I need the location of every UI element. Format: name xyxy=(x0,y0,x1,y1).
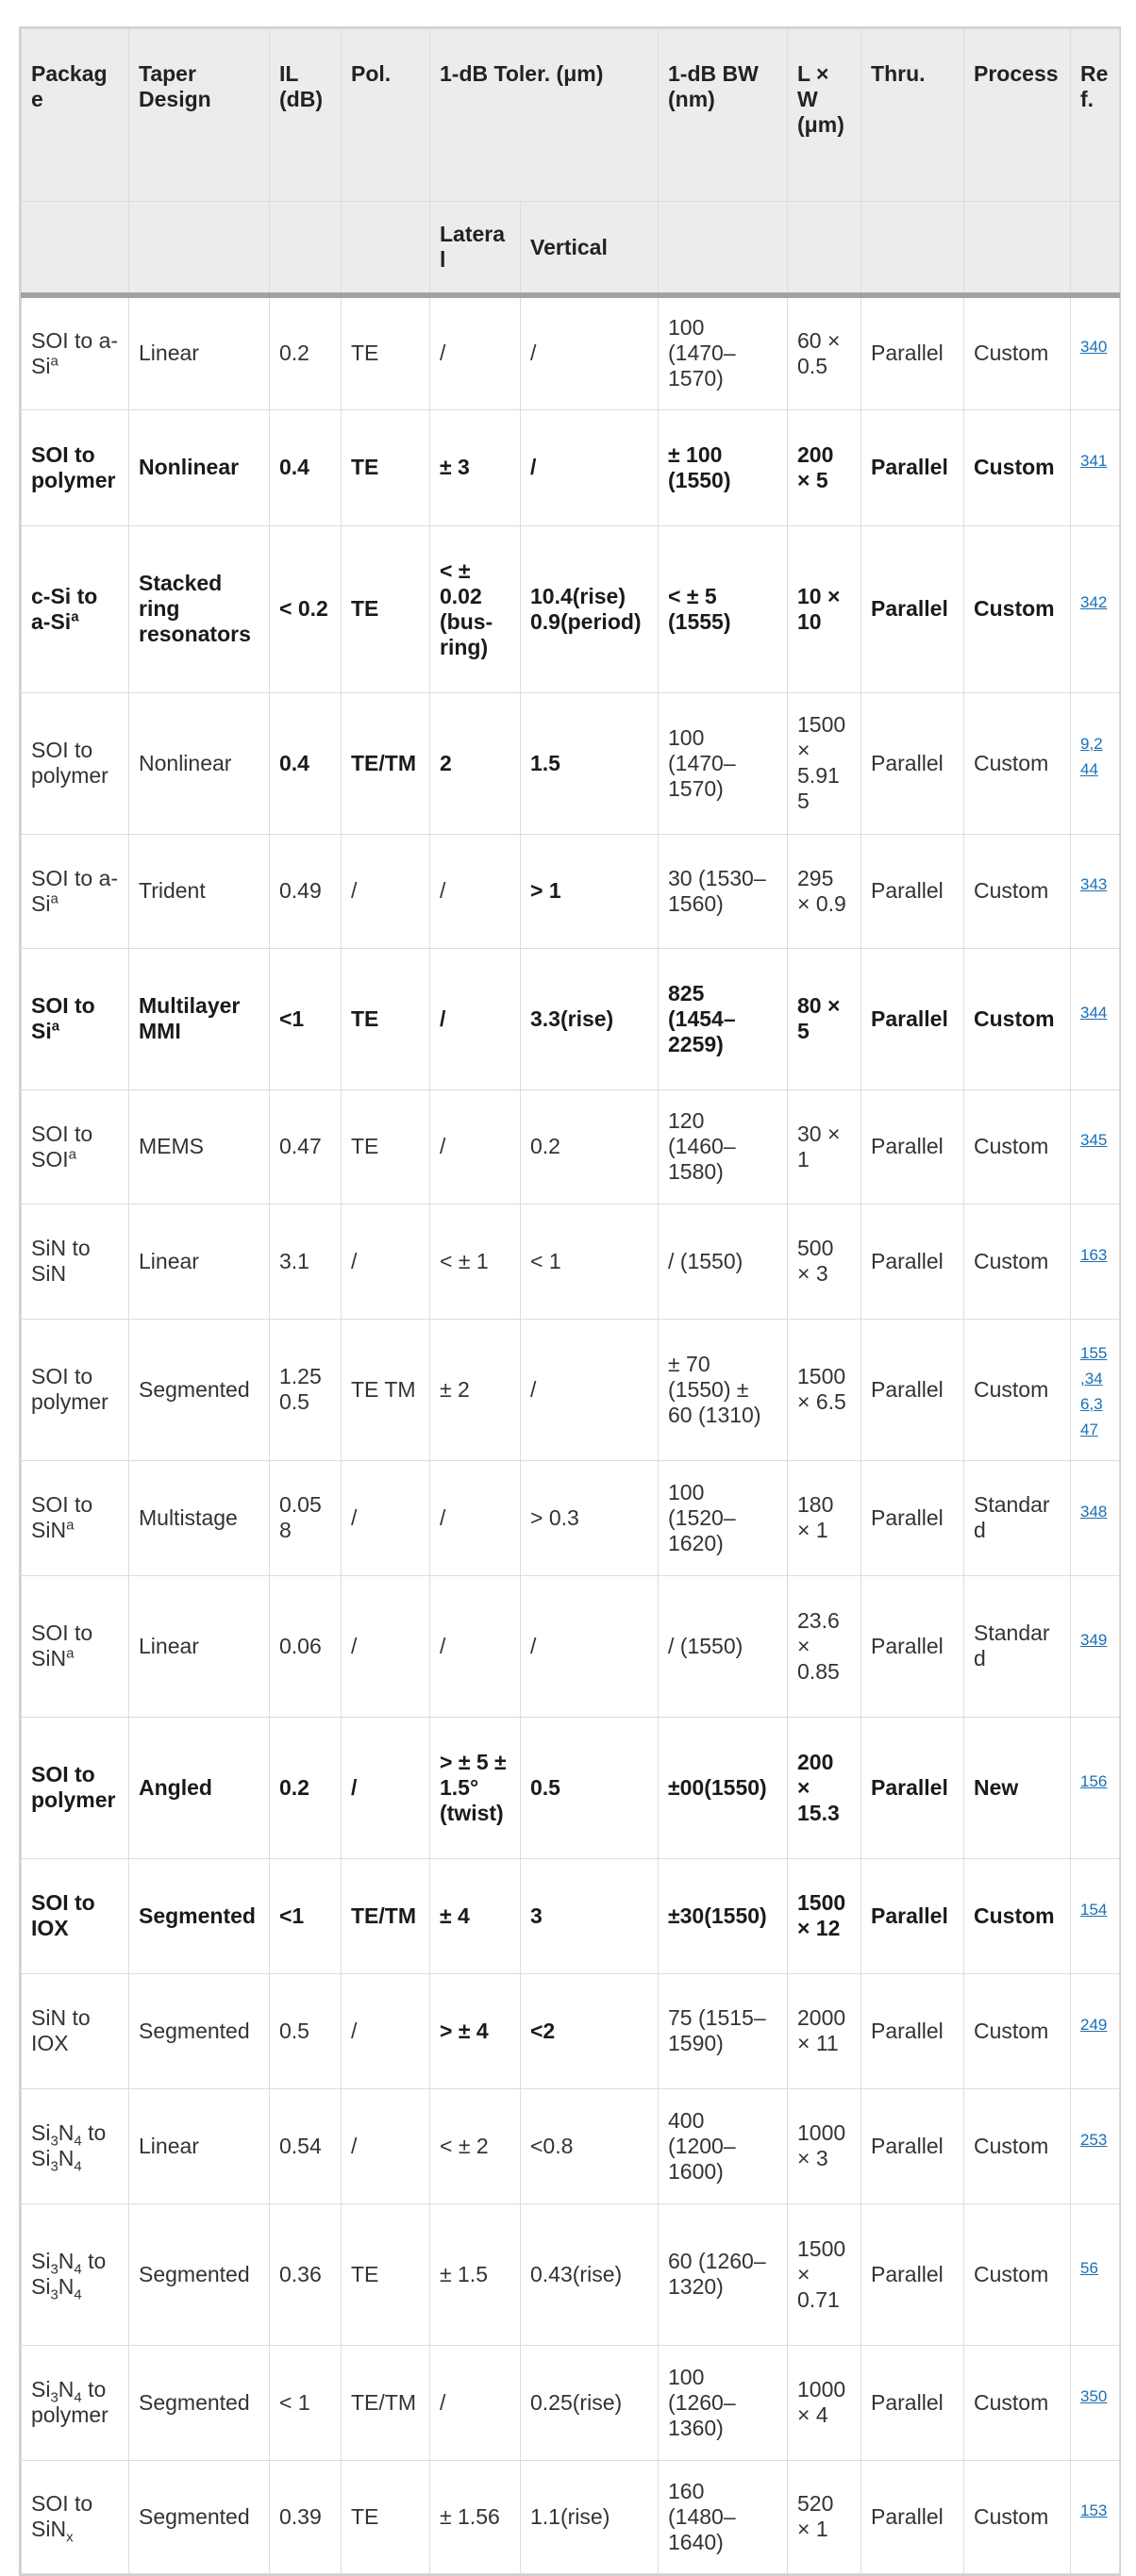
ref-link[interactable]: 56 xyxy=(1080,2258,1098,2277)
cell-taper: Linear xyxy=(129,1575,270,1717)
col-header-bw: 1-dB BW (nm) xyxy=(659,29,788,202)
cell-bw: 75 (1515–1590) xyxy=(659,1973,788,2088)
col-header-thru: Thru. xyxy=(861,29,964,202)
cell-il: 0.36 xyxy=(270,2203,342,2345)
cell-ref xyxy=(1071,409,1120,525)
cell-thru: Parallel xyxy=(861,1973,964,2088)
cell-lateral: ± 1.56 xyxy=(430,2460,521,2573)
ref-link[interactable]: 349 xyxy=(1080,1630,1108,1649)
cell-pol: TE xyxy=(342,409,430,525)
cell-bw: ± 100 (1550) xyxy=(659,409,788,525)
table-row xyxy=(22,1858,1120,1973)
cell-vertical: > 0.3 xyxy=(521,1460,659,1575)
cell-thru: Parallel xyxy=(861,295,964,409)
cell-bw: 30 (1530–1560) xyxy=(659,834,788,948)
cell-pol: / xyxy=(342,1717,430,1858)
subheader-empty xyxy=(342,202,430,296)
cell-thru: Parallel xyxy=(861,1089,964,1204)
subheader-lateral: Lateral xyxy=(430,202,521,296)
cell-lateral: 2 xyxy=(430,692,521,834)
comparison-table-container xyxy=(19,26,1121,2576)
cell-thru: Parallel xyxy=(861,1460,964,1575)
cell-package: SOI to polymer xyxy=(22,692,129,834)
cell-lw: 1500 × 12 xyxy=(788,1858,861,1973)
cell-lateral: / xyxy=(430,1089,521,1204)
table-row xyxy=(22,692,1120,834)
col-header-toler: 1-dB Toler. (μm) xyxy=(430,29,659,202)
ref-link[interactable]: 154 xyxy=(1080,1900,1108,1919)
cell-process: Custom xyxy=(964,948,1071,1089)
cell-lateral: < ± 1 xyxy=(430,1204,521,1319)
cell-lw: 1500 × 0.71 xyxy=(788,2203,861,2345)
cell-bw: ± 70 (1550) ± 60 (1310) xyxy=(659,1319,788,1460)
col-header-lw: L × W (μm) xyxy=(788,29,861,202)
cell-thru: Parallel xyxy=(861,948,964,1089)
ref-link[interactable]: 249 xyxy=(1080,2015,1108,2034)
cell-taper: MEMS xyxy=(129,1089,270,1204)
cell-process: Custom xyxy=(964,834,1071,948)
cell-il: 3.1 xyxy=(270,1204,342,1319)
cell-ref xyxy=(1071,1319,1120,1460)
coupler-comparison-table xyxy=(21,28,1120,2574)
table-row xyxy=(22,948,1120,1089)
ref-link[interactable]: 348 xyxy=(1080,1502,1108,1521)
cell-ref xyxy=(1071,1204,1120,1319)
cell-process: Custom xyxy=(964,295,1071,409)
cell-pol: TE xyxy=(342,295,430,409)
cell-package: SOI to Si$^a$ xyxy=(22,948,129,1089)
cell-ref xyxy=(1071,1717,1120,1858)
cell-lateral: < ± 0.02 (bus-ring) xyxy=(430,525,521,692)
subheader-empty xyxy=(270,202,342,296)
cell-taper: Segmented xyxy=(129,2345,270,2460)
cell-bw: < ± 5 (1555) xyxy=(659,525,788,692)
cell-package: SiN to SiN xyxy=(22,1204,129,1319)
cell-vertical: <0.8 xyxy=(521,2088,659,2203)
cell-vertical: <2 xyxy=(521,1973,659,2088)
subheader-vertical: Vertical xyxy=(521,202,659,296)
cell-package: SOI to SiN$_x$ xyxy=(22,2460,129,2573)
subheader-empty xyxy=(129,202,270,296)
cell-ref xyxy=(1071,1858,1120,1973)
cell-taper: Angled xyxy=(129,1717,270,1858)
cell-taper: Segmented xyxy=(129,2203,270,2345)
cell-ref xyxy=(1071,834,1120,948)
cell-process: Custom xyxy=(964,2345,1071,2460)
cell-lateral: < ± 2 xyxy=(430,2088,521,2203)
cell-package: SOI to a-Si$^a$ xyxy=(22,295,129,409)
cell-process: Custom xyxy=(964,692,1071,834)
header-row xyxy=(22,29,1120,202)
cell-il: 0.39 xyxy=(270,2460,342,2573)
cell-lw: 180 × 1 xyxy=(788,1460,861,1575)
cell-lateral: / xyxy=(430,1460,521,1575)
cell-package: SOI to IOX xyxy=(22,1858,129,1973)
ref-link[interactable]: 156 xyxy=(1080,1771,1108,1790)
cell-bw: 400 (1200–1600) xyxy=(659,2088,788,2203)
cell-bw: 100 (1470–1570) xyxy=(659,692,788,834)
cell-package: SOI to SiN$^a$ xyxy=(22,1575,129,1717)
cell-process: Standard xyxy=(964,1460,1071,1575)
cell-taper: Linear xyxy=(129,1204,270,1319)
cell-ref xyxy=(1071,692,1120,834)
cell-pol: / xyxy=(342,1204,430,1319)
cell-taper: Segmented xyxy=(129,1858,270,1973)
cell-lw: 500 × 3 xyxy=(788,1204,861,1319)
cell-vertical: < 1 xyxy=(521,1204,659,1319)
cell-il: <1 xyxy=(270,948,342,1089)
cell-thru: Parallel xyxy=(861,692,964,834)
table-row xyxy=(22,1717,1120,1858)
ref-link[interactable]: 153 xyxy=(1080,2501,1108,2519)
cell-lateral: ± 3 xyxy=(430,409,521,525)
table-row xyxy=(22,1460,1120,1575)
cell-pol: TE xyxy=(342,2203,430,2345)
cell-taper: Nonlinear xyxy=(129,692,270,834)
cell-pol: TE/TM xyxy=(342,2345,430,2460)
cell-pol: TE TM xyxy=(342,1319,430,1460)
cell-lw: 80 × 5 xyxy=(788,948,861,1089)
cell-process: Custom xyxy=(964,1089,1071,1204)
cell-vertical: / xyxy=(521,1575,659,1717)
cell-lateral: > ± 5 ± 1.5° (twist) xyxy=(430,1717,521,1858)
table-row xyxy=(22,1973,1120,2088)
cell-il: 0.2 xyxy=(270,295,342,409)
cell-process: Custom xyxy=(964,2460,1071,2573)
cell-ref xyxy=(1071,2203,1120,2345)
table-row xyxy=(22,295,1120,409)
table-row xyxy=(22,2460,1120,2573)
cell-bw: 100 (1260–1360) xyxy=(659,2345,788,2460)
cell-thru: Parallel xyxy=(861,2460,964,2573)
cell-taper: Segmented xyxy=(129,2460,270,2573)
cell-lw: 520 × 1 xyxy=(788,2460,861,2573)
subheader-empty xyxy=(659,202,788,296)
cell-process: Custom xyxy=(964,525,1071,692)
cell-il: 0.06 xyxy=(270,1575,342,1717)
cell-ref xyxy=(1071,295,1120,409)
cell-bw: / (1550) xyxy=(659,1204,788,1319)
cell-package: c-Si to a-Si$^a$ xyxy=(22,525,129,692)
cell-package: $Si_3N_4$ to polymer xyxy=(22,2345,129,2460)
cell-lw: 23.6 × 0.85 xyxy=(788,1575,861,1717)
cell-vertical: 0.2 xyxy=(521,1089,659,1204)
cell-package: SOI to a-Si$^a$ xyxy=(22,834,129,948)
cell-lw: 2000 × 11 xyxy=(788,1973,861,2088)
cell-vertical: / xyxy=(521,1319,659,1460)
cell-lw: 1500 × 6.5 xyxy=(788,1319,861,1460)
cell-lateral: / xyxy=(430,948,521,1089)
cell-taper: Linear xyxy=(129,295,270,409)
subheader-row xyxy=(22,202,1120,296)
cell-bw: ±00(1550) xyxy=(659,1717,788,1858)
cell-lw: 30 × 1 xyxy=(788,1089,861,1204)
col-header-package: Package xyxy=(22,29,129,202)
cell-lw: 1500 × 5.915 xyxy=(788,692,861,834)
subheader-empty xyxy=(861,202,964,296)
cell-thru: Parallel xyxy=(861,525,964,692)
cell-il: 0.2 xyxy=(270,1717,342,1858)
cell-lateral: ± 4 xyxy=(430,1858,521,1973)
cell-thru: Parallel xyxy=(861,2345,964,2460)
cell-pol: / xyxy=(342,1575,430,1717)
cell-pol: TE/TM xyxy=(342,1858,430,1973)
table-row xyxy=(22,2345,1120,2460)
cell-ref xyxy=(1071,2088,1120,2203)
cell-process: Custom xyxy=(964,1204,1071,1319)
cell-bw: 160 (1480–1640) xyxy=(659,2460,788,2573)
cell-bw: ±30(1550) xyxy=(659,1858,788,1973)
cell-process: Custom xyxy=(964,409,1071,525)
cell-bw: 100 (1470–1570) xyxy=(659,295,788,409)
cell-package: $Si_3N_4$ to $Si_3N_4$ xyxy=(22,2203,129,2345)
cell-vertical: 0.5 xyxy=(521,1717,659,1858)
cell-il: 0.4 xyxy=(270,692,342,834)
ref-link[interactable]: 343 xyxy=(1080,875,1108,893)
ref-link[interactable]: 163 xyxy=(1080,1245,1108,1264)
cell-lateral: > ± 4 xyxy=(430,1973,521,2088)
cell-il: 0.058 xyxy=(270,1460,342,1575)
cell-pol: TE xyxy=(342,948,430,1089)
table-row xyxy=(22,409,1120,525)
cell-lw: 60 × 0.5 xyxy=(788,295,861,409)
cell-il: 1.25 0.5 xyxy=(270,1319,342,1460)
ref-link[interactable]: 344 xyxy=(1080,1003,1108,1022)
cell-taper: Multilayer MMI xyxy=(129,948,270,1089)
cell-taper: Segmented xyxy=(129,1973,270,2088)
cell-lateral: ± 2 xyxy=(430,1319,521,1460)
cell-pol: TE/TM xyxy=(342,692,430,834)
cell-vertical: 10.4(rise) 0.9(period) xyxy=(521,525,659,692)
cell-taper: Multistage xyxy=(129,1460,270,1575)
cell-thru: Parallel xyxy=(861,409,964,525)
cell-lw: 1000 × 4 xyxy=(788,2345,861,2460)
cell-pol: TE xyxy=(342,2460,430,2573)
cell-thru: Parallel xyxy=(861,2203,964,2345)
cell-thru: Parallel xyxy=(861,1858,964,1973)
cell-process: Standard xyxy=(964,1575,1071,1717)
cell-thru: Parallel xyxy=(861,1717,964,1858)
cell-bw: 825 (1454–2259) xyxy=(659,948,788,1089)
cell-thru: Parallel xyxy=(861,1575,964,1717)
cell-vertical: 0.25(rise) xyxy=(521,2345,659,2460)
cell-process: New xyxy=(964,1717,1071,1858)
cell-il: 0.47 xyxy=(270,1089,342,1204)
ref-link[interactable]: 340 xyxy=(1080,338,1108,357)
cell-package: SOI to SOI$^a$ xyxy=(22,1089,129,1204)
col-header-process: Process xyxy=(964,29,1071,202)
cell-package: SiN to IOX xyxy=(22,1973,129,2088)
col-header-pol: Pol. xyxy=(342,29,430,202)
cell-lw: 200 × 15.3 xyxy=(788,1717,861,1858)
table-row xyxy=(22,1204,1120,1319)
cell-lateral: / xyxy=(430,295,521,409)
cell-process: Custom xyxy=(964,1858,1071,1973)
ref-link[interactable]: 155,346,347 xyxy=(1080,1344,1108,1438)
cell-package: $Si_3N_4$ to $Si_3N_4$ xyxy=(22,2088,129,2203)
cell-pol: / xyxy=(342,1460,430,1575)
cell-vertical: > 1 xyxy=(521,834,659,948)
cell-ref xyxy=(1071,1973,1120,2088)
cell-lateral: / xyxy=(430,834,521,948)
cell-pol: / xyxy=(342,1973,430,2088)
col-header-ref: Ref. xyxy=(1071,29,1120,202)
cell-bw: 120 (1460–1580) xyxy=(659,1089,788,1204)
cell-il: < 0.2 xyxy=(270,525,342,692)
subheader-empty xyxy=(22,202,129,296)
table-row xyxy=(22,525,1120,692)
cell-process: Custom xyxy=(964,2088,1071,2203)
cell-thru: Parallel xyxy=(861,1319,964,1460)
cell-process: Custom xyxy=(964,1973,1071,2088)
cell-pol: / xyxy=(342,834,430,948)
cell-vertical: 1.5 xyxy=(521,692,659,834)
cell-taper: Linear xyxy=(129,2088,270,2203)
table-row xyxy=(22,1319,1120,1460)
cell-ref xyxy=(1071,948,1120,1089)
cell-ref xyxy=(1071,2345,1120,2460)
cell-taper: Segmented xyxy=(129,1319,270,1460)
cell-ref xyxy=(1071,1089,1120,1204)
cell-il: 0.49 xyxy=(270,834,342,948)
ref-link[interactable]: 350 xyxy=(1080,2386,1108,2405)
ref-link[interactable]: 345 xyxy=(1080,1131,1108,1149)
cell-vertical: 3.3(rise) xyxy=(521,948,659,1089)
cell-pol: TE xyxy=(342,1089,430,1204)
subheader-empty xyxy=(964,202,1071,296)
cell-ref xyxy=(1071,525,1120,692)
cell-ref xyxy=(1071,1575,1120,1717)
cell-vertical: 1.1(rise) xyxy=(521,2460,659,2573)
table-row xyxy=(22,2203,1120,2345)
cell-lw: 295 × 0.9 xyxy=(788,834,861,948)
cell-lw: 10 × 10 xyxy=(788,525,861,692)
cell-lateral: ± 1.5 xyxy=(430,2203,521,2345)
cell-ref xyxy=(1071,2460,1120,2573)
cell-ref xyxy=(1071,1460,1120,1575)
cell-lateral: / xyxy=(430,1575,521,1717)
ref-link[interactable]: 9,244 xyxy=(1080,735,1103,778)
cell-vertical: 0.43(rise) xyxy=(521,2203,659,2345)
cell-package: SOI to SiN$^a$ xyxy=(22,1460,129,1575)
cell-process: Custom xyxy=(964,1319,1071,1460)
cell-bw: / (1550) xyxy=(659,1575,788,1717)
cell-thru: Parallel xyxy=(861,834,964,948)
cell-lw: 1000 × 3 xyxy=(788,2088,861,2203)
cell-pol: / xyxy=(342,2088,430,2203)
cell-lw: 200 × 5 xyxy=(788,409,861,525)
subheader-empty xyxy=(1071,202,1120,296)
cell-package: SOI to polymer xyxy=(22,1717,129,1858)
cell-process: Custom xyxy=(964,2203,1071,2345)
cell-il: 0.54 xyxy=(270,2088,342,2203)
ref-link[interactable]: 253 xyxy=(1080,2130,1108,2149)
col-header-il: IL (dB) xyxy=(270,29,342,202)
cell-il: <1 xyxy=(270,1858,342,1973)
cell-taper: Stacked ring resonators xyxy=(129,525,270,692)
cell-il: 0.4 xyxy=(270,409,342,525)
cell-vertical: 3 xyxy=(521,1858,659,1973)
ref-link[interactable]: 341 xyxy=(1080,452,1108,470)
cell-lateral: / xyxy=(430,2345,521,2460)
col-header-taper: Taper Design xyxy=(129,29,270,202)
cell-il: < 1 xyxy=(270,2345,342,2460)
cell-vertical: / xyxy=(521,295,659,409)
cell-package: SOI to polymer xyxy=(22,409,129,525)
cell-bw: 60 (1260–1320) xyxy=(659,2203,788,2345)
cell-bw: 100 (1520–1620) xyxy=(659,1460,788,1575)
ref-link[interactable]: 342 xyxy=(1080,593,1108,611)
table-row xyxy=(22,834,1120,948)
cell-package: SOI to polymer xyxy=(22,1319,129,1460)
cell-thru: Parallel xyxy=(861,1204,964,1319)
cell-thru: Parallel xyxy=(861,2088,964,2203)
cell-vertical: / xyxy=(521,409,659,525)
table-row xyxy=(22,1575,1120,1717)
cell-pol: TE xyxy=(342,525,430,692)
table-row xyxy=(22,1089,1120,1204)
cell-taper: Nonlinear xyxy=(129,409,270,525)
cell-il: 0.5 xyxy=(270,1973,342,2088)
cell-taper: Trident xyxy=(129,834,270,948)
subheader-empty xyxy=(788,202,861,296)
table-row xyxy=(22,2088,1120,2203)
